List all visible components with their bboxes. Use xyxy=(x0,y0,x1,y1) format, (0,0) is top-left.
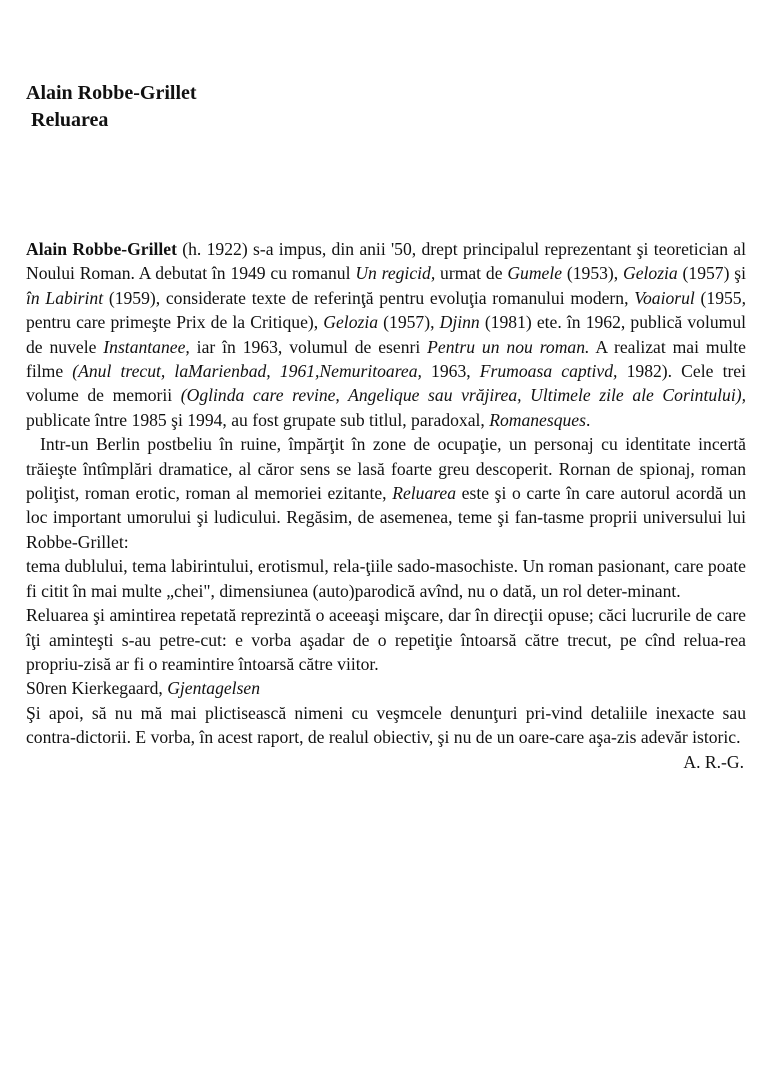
bio-text: . xyxy=(585,409,591,430)
bio-title: Romanesques xyxy=(489,409,586,430)
bio-text: (h. 1922) s-a impus, din anii '50, drept principalul reprezentant şi teoretician al Noului Roman. A debutat în 1949 cu romanul xyxy=(26,239,747,284)
bio-author: Alain Robbe-Grillet xyxy=(26,239,177,259)
quote-paragraph: Reluarea şi amintirea repetată reprezintă o aceeaşi mişcare, dar în direcţii opuse; căci lucrurile de care îţi aminteşti s-au petre-cut: e vorba aşadar de o repetiţie întoarsă către trecut, pe cînd relua-rea propriu-zisă ar fi o reamintire întoarsă către viitor. xyxy=(26,605,746,674)
title-block xyxy=(26,80,197,134)
bio-text: (1981) ete. în 1962, publică volumul de nuvele xyxy=(26,312,746,357)
bio-text: 1963, xyxy=(421,361,480,382)
bio-text: (1959), considerate texte de referinţă pentru evoluţia romanului modern, xyxy=(103,287,635,308)
signature: A. R.-G. xyxy=(683,751,744,772)
body-text xyxy=(26,237,746,774)
summary-paragraph xyxy=(26,432,746,554)
bio-title: Un regicid, xyxy=(355,263,436,284)
bio-text: iar în 1963, volumul de esenri xyxy=(189,336,428,357)
quote-source-title: Gjentagelsen xyxy=(167,678,261,699)
author-heading: Alain Robbe-Grillet xyxy=(26,82,197,104)
summary-text: este şi o carte în care autorul acordă un loc important umorului şi ludicului. Regăsim, de asemenea, teme şi fan-tasme proprii universului lui Robbe-Grillet: xyxy=(26,483,746,552)
author-note-paragraph: Şi apoi, să nu mă mai plictisească nimeni cu veşmcele denunţuri pri-vind detaliile inexacte sau contra-dictorii. E vorba, în acest raport, de realul obiectiv, şi nu de un oare-care aşa-zis adevăr istoric. xyxy=(26,702,746,748)
bio-title: Voaiorul xyxy=(634,287,695,308)
bio-title: Gumele xyxy=(507,263,563,284)
bio-title: în Labirint xyxy=(26,287,104,308)
bio-title: (Oglinda care revine, Angelique sau vrăjirea, Ultimele zile ale Corintului), xyxy=(180,385,746,406)
quote-source xyxy=(26,676,746,700)
bio-text: 1982). Cele trei volume de memorii xyxy=(26,361,747,406)
bio-title: Gelozia xyxy=(623,263,678,284)
summary-text: Intr-un Berlin postbeliu în ruine, împărţit în zone de ocupaţie, un personaj cu identitate incertă trăieşte întîmplări dramatice, al căror sens se lasă foarte greu descoperit. Rornan de spionaj, roman poliţist, roman erotic, roman al memoriei ezitante, xyxy=(26,434,746,504)
bio-text: (1957) şi xyxy=(677,263,747,284)
bio-text: (1953), xyxy=(562,263,623,284)
quote-source-author: S0ren Kierkegaard, xyxy=(26,678,168,699)
bio-title: Frumoasa captivd, xyxy=(479,361,618,382)
bio-title: (Anul trecut, laMarienbad, 1961,Nemuritoarea, xyxy=(72,361,422,382)
bio-paragraph xyxy=(26,237,746,432)
book-title: Reluarea xyxy=(31,109,109,131)
bio-title: Gelozia xyxy=(323,312,379,333)
bio-title: Instantanee, xyxy=(103,336,190,357)
bio-text: A realizat mai multe filme xyxy=(26,336,746,382)
bio-text: publicate între 1985 şi 1994, au fost grupate sub titlul, paradoxal, xyxy=(26,409,490,430)
themes-paragraph: tema dublului, tema labirintului, erotismul, rela-ţiile sado-masochiste. Un roman pasionant, care poate fi citit în mai multe „chei", dimensiunea (auto)parodică avînd, nu o dată, un rol deter-minant. xyxy=(26,556,746,601)
summary-title: Reluarea xyxy=(392,483,457,504)
bio-text: urmat de xyxy=(435,263,508,284)
bio-text: (1955, pentru care primeşte Prix de la Critique), xyxy=(26,287,746,333)
bio-text: (1957), xyxy=(378,312,440,333)
bio-title: Djinn xyxy=(439,312,480,333)
bio-title: Pentru un nou roman. xyxy=(427,336,590,357)
